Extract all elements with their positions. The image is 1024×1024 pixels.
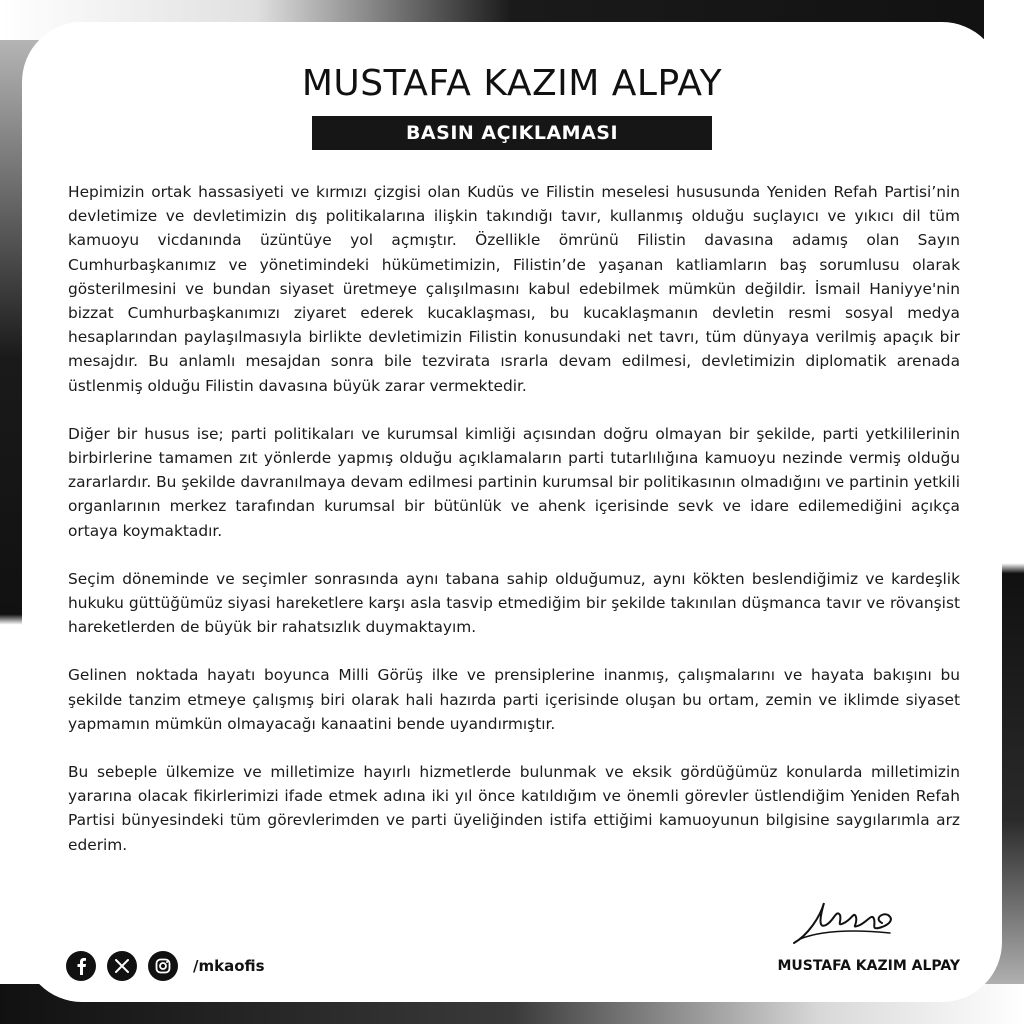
paragraph: Seçim döneminde ve seçimler sonrasında aynı tabana sahip olduğumuz, aynı kökten beslendiğimiz ve kardeşlik hukuku güttüğümüz siyasi hareketlere karşı asla tasvip etmediğim bir şekilde takınılan düşmanca tavır ve rövanşist hareketlerden de büyük bir rahatsızlık duymaktayım.: [68, 569, 960, 637]
press-release-banner: BASIN AÇIKLAMASI: [312, 116, 712, 150]
social-links: [66, 950, 265, 982]
header: [0, 62, 1024, 105]
x-icon[interactable]: [107, 951, 137, 981]
facebook-icon[interactable]: [66, 951, 96, 981]
paragraph: Bu sebeple ülkemize ve milletimize hayırlı hizmetlerde bulunmak ve eksik gördüğümüz konularda milletimizin yararına olacak fikirlerimizi ifade etmek adına iki yıl önce katıldığım ve önemli görevler üstlendiğim Yeniden Refah Partisi bünyesindeki tüm görevlerimden ve parti üyeliğinden istifa ettiğimi kamuoyunun bilgisine saygılarımla arz ederim.: [68, 763, 960, 854]
paragraph: Gelinen noktada hayatı boyunca Milli Görüş ilke ve prensiplerine inanmış, çalışmalarını ve hayata bakışını bu şekilde tanzim etmeye çalışmış biri olarak hali hazırda parti içerisinde oluşan bu ortam, zemin ve iklimde siyaset yapmamın mümkün olmayacağı kanaatini bende uyandırmıştır.: [68, 666, 960, 733]
signer-name: MUSTAFA KAZIM ALPAY: [777, 958, 960, 974]
instagram-icon[interactable]: [148, 951, 178, 981]
paragraph: Diğer bir husus ise; parti politikaları ve kurumsal kimliği açısından doğru olmayan bir şekilde, parti yetkililerinin birbirlerine tamamen zıt yönlerde yapmış olduğu açıklamaların parti tutarlılığına kamuoyu nezinde vermiş olduğu zararlardır. Bu şekilde davranılmaya devam edilmesi partinin kurumsal bir politikasının olmadığını ve partinin yetkili organlarının merkez tarafından kurumsal bir bütünlük ve ahenk içerisinde sevk ve idare edilemediğini açıkça ortaya koymaktadır.: [68, 424, 960, 540]
social-handle[interactable]: /mkaofis: [193, 957, 265, 975]
statement-body: [68, 180, 960, 881]
page-title: MUSTAFA KAZIM ALPAY: [301, 63, 723, 104]
signature: [790, 895, 900, 950]
paragraph: Hepimizin ortak hassasiyeti ve kırmızı çizgisi olan Kudüs ve Filistin meselesi hususunda Yeniden Refah Partisi’nin devletimize ve devletimizin dış politikalarına ilişkin takındığı tavır, kullanmış olduğu suçlayıcı ve yıkıcı dil tüm kamuoyu vicdanında üzüntüye yol açmıştır. Özellikle ömrünü Filistin davasına adamış olan Sayın Cumhurbaşkanımız ve yönetimindeki hükümetimizin, Filistin’de yaşanan katliamların baş sorumlusu olarak gösterilmesini ve bundan siyaset üretmeye çalışılmasını kabul edebilmek mümkün değildir. İsmail Haniyye'nin bizzat Cumhurbaşkanımızı ziyaret ederek kucaklaşması, bu kucaklaşmanın devletin resmi sosyal medya hesaplarından paylaşılmasıyla birlikte devletimizin Filistin konusundaki net tavrı, tüm dünyaya verilmiş apaçık bir mesajdır. Bu anlamlı mesajdan sonra bile tezvirata ısrarla devam edilmesi, devletimizin diplomatik arenada üstlenmiş olduğu Filistin davasına büyük zarar vermektedir.: [68, 183, 960, 395]
